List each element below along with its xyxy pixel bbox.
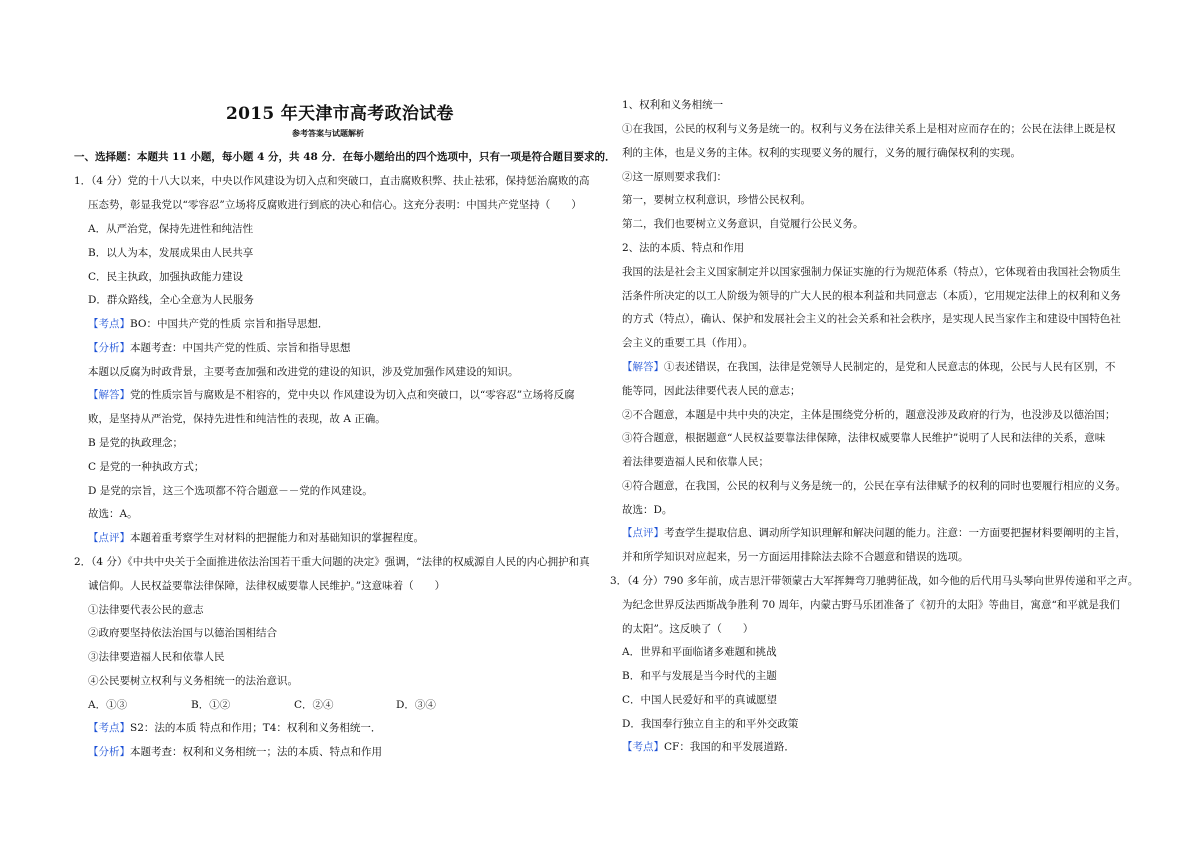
q2-option-d: D．③④ (396, 699, 436, 711)
q1-jieda-line: B 是党的执政理念； (88, 437, 184, 449)
q1-answer: 故选：A。 (88, 508, 138, 520)
q1-option-a: A．从严治党，保持先进性和纯洁性 (88, 223, 254, 235)
dianping-tag: 【点评】 (88, 532, 130, 544)
q2-kaodian (88, 721, 381, 735)
q2-fenxi-text: 本题考查：权利和义务相统一；法的本质、特点和作用 (130, 746, 382, 758)
jieda-tag: 【解答】 (88, 389, 130, 401)
q2-jieda-line: ④符合题意，在我国，公民的权利与义务是统一的，公民在享有法律赋予的权利的同时也要履行相应的义务。 (622, 480, 1126, 492)
q2-stem-line: 2．（4 分）《中共中央关于全面推进依法治国若干重大问题的决定》强调，“法律的权威源自人民的内心拥护和真 (74, 556, 590, 568)
q1-stem-line: 1．（4 分）党的十八大以来，中央以作风建设为切入点和突破口，直击腐败积弊、扶止祛邪，保持惩治腐败的高 (74, 175, 590, 187)
q1-option-d: D．群众路线，全心全意为人民服务 (88, 294, 254, 306)
q1-jieda-line: C 是党的一种执政方式； (88, 461, 205, 473)
q2-jieda-line: 着法律要造福人民和依靠人民； (622, 456, 769, 468)
q1-jieda-line: D 是党的宗旨，这三个选项都不符合题意－－党的作风建设。 (88, 485, 373, 497)
q3-kaodian-text: CF：我国的和平发展道路． (664, 741, 795, 753)
q1-jieda-line: 败，是坚持从严治党，保持先进性和纯洁性的表现，故 A 正确。 (88, 413, 386, 425)
q2-option-c: C．②④ (294, 699, 334, 711)
fenxi-tag: 【分析】 (88, 342, 130, 354)
dianping-tag: 【点评】 (622, 527, 664, 539)
page-title: 2015 年天津市高考政治试卷 (226, 104, 454, 124)
q2-jieda-line: 能等同，因此法律要代表人民的意志； (622, 385, 801, 397)
q2-stem-line: 诚信仰。人民权益要靠法律保障，法律权威要靠人民维护。”这意味着（ ） (88, 580, 446, 592)
q2-fenxi (88, 745, 382, 759)
kaodian-tag: 【考点】 (88, 318, 130, 330)
q1-option-b: B．以人为本，发展成果由人民共享 (88, 247, 254, 259)
q2-dianping (622, 526, 1126, 540)
q1-dianping-text: 本题着重考察学生对材料的把握能力和对基础知识的掌握程度。 (130, 532, 424, 544)
q2-jieda-line: ③符合题意，根据题意“人民权益要靠法律保障，法律权威要靠人民维护”说明了人民和法律的关系，意味 (622, 432, 1106, 444)
q2-jieda-text: ①表述错误，在我国，法律是党领导人民制定的，是党和人民意志的体现，公民与人民有区别，不 (664, 361, 1116, 373)
section-heading: 一、选择题：本题共 11 小题，每小题 4 分，共 48 分．在每小题给出的四个选项中，只有一项是符合题目要求的． (74, 151, 616, 163)
q2-statement: ③法律要造福人民和依靠人民 (88, 651, 225, 663)
q2-answer: 故选：D。 (622, 504, 673, 516)
knowledge-line: 第二，我们也要树立义务意识，自觉履行公民义务。 (622, 218, 864, 230)
kaodian-tag: 【考点】 (88, 722, 130, 734)
knowledge-line: 活条件所决定的以工人阶级为领导的广大人民的根本利益和共同意志（本质），它用规定法律上的权利和义务 (622, 290, 1121, 302)
q1-fenxi-cont: 本题以反腐为时政背景，主要考查加强和改进党的建设的知识，涉及党加强作风建设的知识。 (88, 366, 519, 378)
q2-jieda (622, 360, 1116, 374)
jieda-tag: 【解答】 (622, 361, 664, 373)
q1-fenxi (88, 341, 351, 355)
q1-stem-line: 压态势，彰显我党以“零容忍”立场将反腐败进行到底的决心和信心。这充分表明：中国共产党坚持（ ） (88, 199, 582, 211)
knowledge-line: 第一，要树立权利意识，珍惜公民权利。 (622, 194, 811, 206)
q3-stem-line: 3．（4 分）790 多年前，成吉思汗带领蒙古大军挥舞弯刀驰骋征战，如今他的后代用马头琴向世界传递和平之声。 (610, 575, 1139, 587)
q1-option-c: C．民主执政，加强执政能力建设 (88, 271, 244, 283)
q1-dianping (88, 531, 424, 545)
knowledge-line: ②这一原则要求我们： (622, 171, 727, 183)
q2-jieda-line: ②不合题意，本题是中共中央的决定，主体是围绕党分析的，题意没涉及政府的行为，也没涉及以德治国； (622, 409, 1116, 421)
q3-stem-line: 的太阳”。这反映了（ ） (622, 623, 754, 635)
page-subtitle: 参考答案与试题解析 (292, 128, 364, 138)
q1-fenxi-text: 本题考查：中国共产党的性质、宗旨和指导思想 (130, 342, 351, 354)
q2-statement: ④公民要树立权利与义务相统一的法治意识。 (88, 675, 298, 687)
q3-option-b: B．和平与发展是当今时代的主题 (622, 670, 777, 682)
knowledge-line: ①在我国，公民的权利与义务是统一的。权利与义务在法律关系上是相对应而存在的；公民在法律上既是权 (622, 123, 1116, 135)
q2-statement: ②政府要坚持依法治国与以德治国相结合 (88, 627, 277, 639)
knowledge-line: 会主义的重要工具（作用）。 (622, 337, 754, 349)
q3-option-c: C．中国人民爱好和平的真诚愿望 (622, 694, 778, 706)
q1-kaodian (88, 317, 328, 331)
q3-stem-line: 为纪念世界反法西斯战争胜利 70 周年，内蒙古野马乐团准备了《初升的太阳》等曲目，寓意“和平就是我们 (622, 599, 1120, 611)
kaodian-tag: 【考点】 (622, 741, 664, 753)
knowledge-line: 利的主体，也是义务的主体。权利的实现要义务的履行，义务的履行确保权利的实现。 (622, 147, 1021, 159)
q2-dianping-cont: 并和所学知识对应起来，另一方面运用排除法去除不合题意和错误的选项。 (622, 551, 969, 563)
knowledge-heading: 1、权利和义务相统一 (622, 99, 724, 111)
q1-jieda-text: 党的性质宗旨与腐败是不相容的，党中央以 作风建设为切入点和突破口，以“零容忍”立场将反腐 (130, 389, 575, 401)
q2-option-b: B．①② (191, 699, 231, 711)
q3-option-d: D．我国奉行独立自主的和平外交政策 (622, 718, 799, 730)
q2-option-a: A．①③ (88, 699, 128, 711)
fenxi-tag: 【分析】 (88, 746, 130, 758)
q3-kaodian (622, 740, 795, 754)
knowledge-heading: 2、法的本质、特点和作用 (622, 242, 745, 254)
q2-statement: ①法律要代表公民的意志 (88, 604, 204, 616)
knowledge-line: 的方式（特点），确认、保护和发展社会主义的社会关系和社会秩序，是实现人民当家作主和建设中国特色社 (622, 313, 1121, 325)
q1-kaodian-text: BO：中国共产党的性质 宗旨和指导思想． (130, 318, 329, 330)
q2-dianping-text: 考查学生提取信息、调动所学知识理解和解决问题的能力。注意：一方面要把握材料要阐明的主旨， (664, 527, 1126, 539)
knowledge-line: 我国的法是社会主义国家制定并以国家强制力保证实施的行为规范体系（特点），它体现着由我国社会物质生 (622, 266, 1121, 278)
q2-kaodian-text: S2：法的本质 特点和作用；T4：权利和义务相统一． (130, 722, 382, 734)
q3-option-a: A．世界和平面临诸多难题和挑战 (622, 646, 777, 658)
q1-jieda (88, 388, 575, 402)
